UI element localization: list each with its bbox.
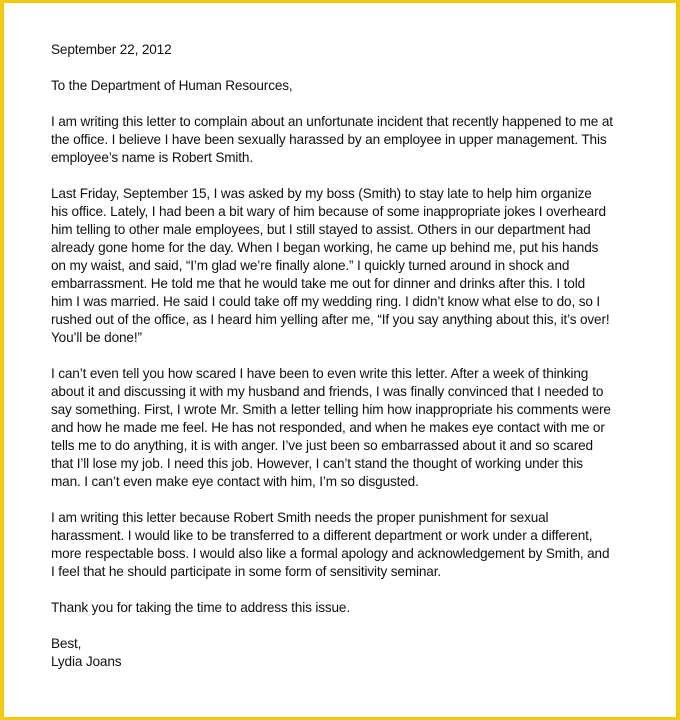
paragraph-line: him I was married. He said I could take off my wedding ring. I didn’t know what else to do, so I — [51, 294, 601, 309]
paragraph-line: embarrassment. He told me that he would take me out for dinner and drinks after this. I told — [51, 276, 585, 291]
paragraph-line: man. I can’t even make eye contact with him, I’m so disgusted. — [51, 474, 419, 489]
paragraph-line: and how he made me feel. He has not responded, and when he makes eye contact with me or — [51, 420, 605, 435]
letter-date: September 22, 2012 — [51, 42, 172, 57]
paragraph-line: employee’s name is Robert Smith. — [51, 150, 253, 165]
paragraph-line: already gone home for the day. When I began working, he came up behind me, put his hands — [51, 240, 599, 255]
paragraph-line: his office. Lately, I had been a bit wary of him because of some inappropriate jokes I overheard — [51, 204, 606, 219]
paragraph-line: Last Friday, September 15, I was asked by my boss (Smith) to stay late to help him organize — [51, 186, 592, 201]
letter-closing: Best, — [51, 636, 82, 651]
paragraph-line: I feel that he should participate in some form of sensitivity seminar. — [51, 564, 441, 579]
paragraph-line: the office. I believe I have been sexually harassed by an employee in upper management. This — [51, 132, 607, 147]
paragraph-line: harassment. I would like to be transferred to a different department or work under a different, — [51, 528, 593, 543]
paragraph-line: him telling to other male employees, but I still stayed to assist. Others in our department had — [51, 222, 591, 237]
paragraph-line: I am writing this letter to complain about an unfortunate incident that recently happened to me at — [51, 114, 613, 129]
body-paragraph-4 — [51, 509, 632, 581]
paragraph-line: more respectable boss. I would also like a formal apology and acknowledgement by Smith, and — [51, 546, 610, 561]
body-paragraph-5 — [51, 599, 632, 617]
paragraph-line: rushed out of the office, as I heard him yelling after me, “If you say anything about this, it’s over! — [51, 312, 610, 327]
letter-signature: Lydia Joans — [51, 654, 122, 669]
paragraph-line: about it and discussing it with my husband and friends, I was finally convinced that I needed to — [51, 384, 604, 399]
letter-signoff — [51, 635, 632, 671]
paragraph-line: say something. First, I wrote Mr. Smith a letter telling him how inappropriate his comments were — [51, 402, 611, 417]
paragraph-line: that I’ll lose my job. I need this job. However, I can’t stand the thought of working under this — [51, 456, 583, 471]
paragraph-line: on my waist, and said, “I’m glad we’re finally alone.” I quickly turned around in shock and — [51, 258, 570, 273]
paragraph-line: I can’t even tell you how scared I have been to even write this letter. After a week of thinking — [51, 366, 589, 381]
paragraph-line: tells me to do anything, it is with anger. I’ve just been so embarrassed about it and so scared — [51, 438, 593, 453]
letter-salutation: To the Department of Human Resources, — [51, 78, 293, 93]
paragraph-line: Thank you for taking the time to address this issue. — [51, 600, 350, 615]
paragraph-line: You’ll be done!” — [51, 330, 142, 345]
paragraph-line: I am writing this letter because Robert Smith needs the proper punishment for sexual — [51, 510, 549, 525]
body-paragraph-3 — [51, 365, 632, 491]
body-paragraph-1 — [51, 113, 632, 167]
body-paragraph-2 — [51, 185, 632, 347]
